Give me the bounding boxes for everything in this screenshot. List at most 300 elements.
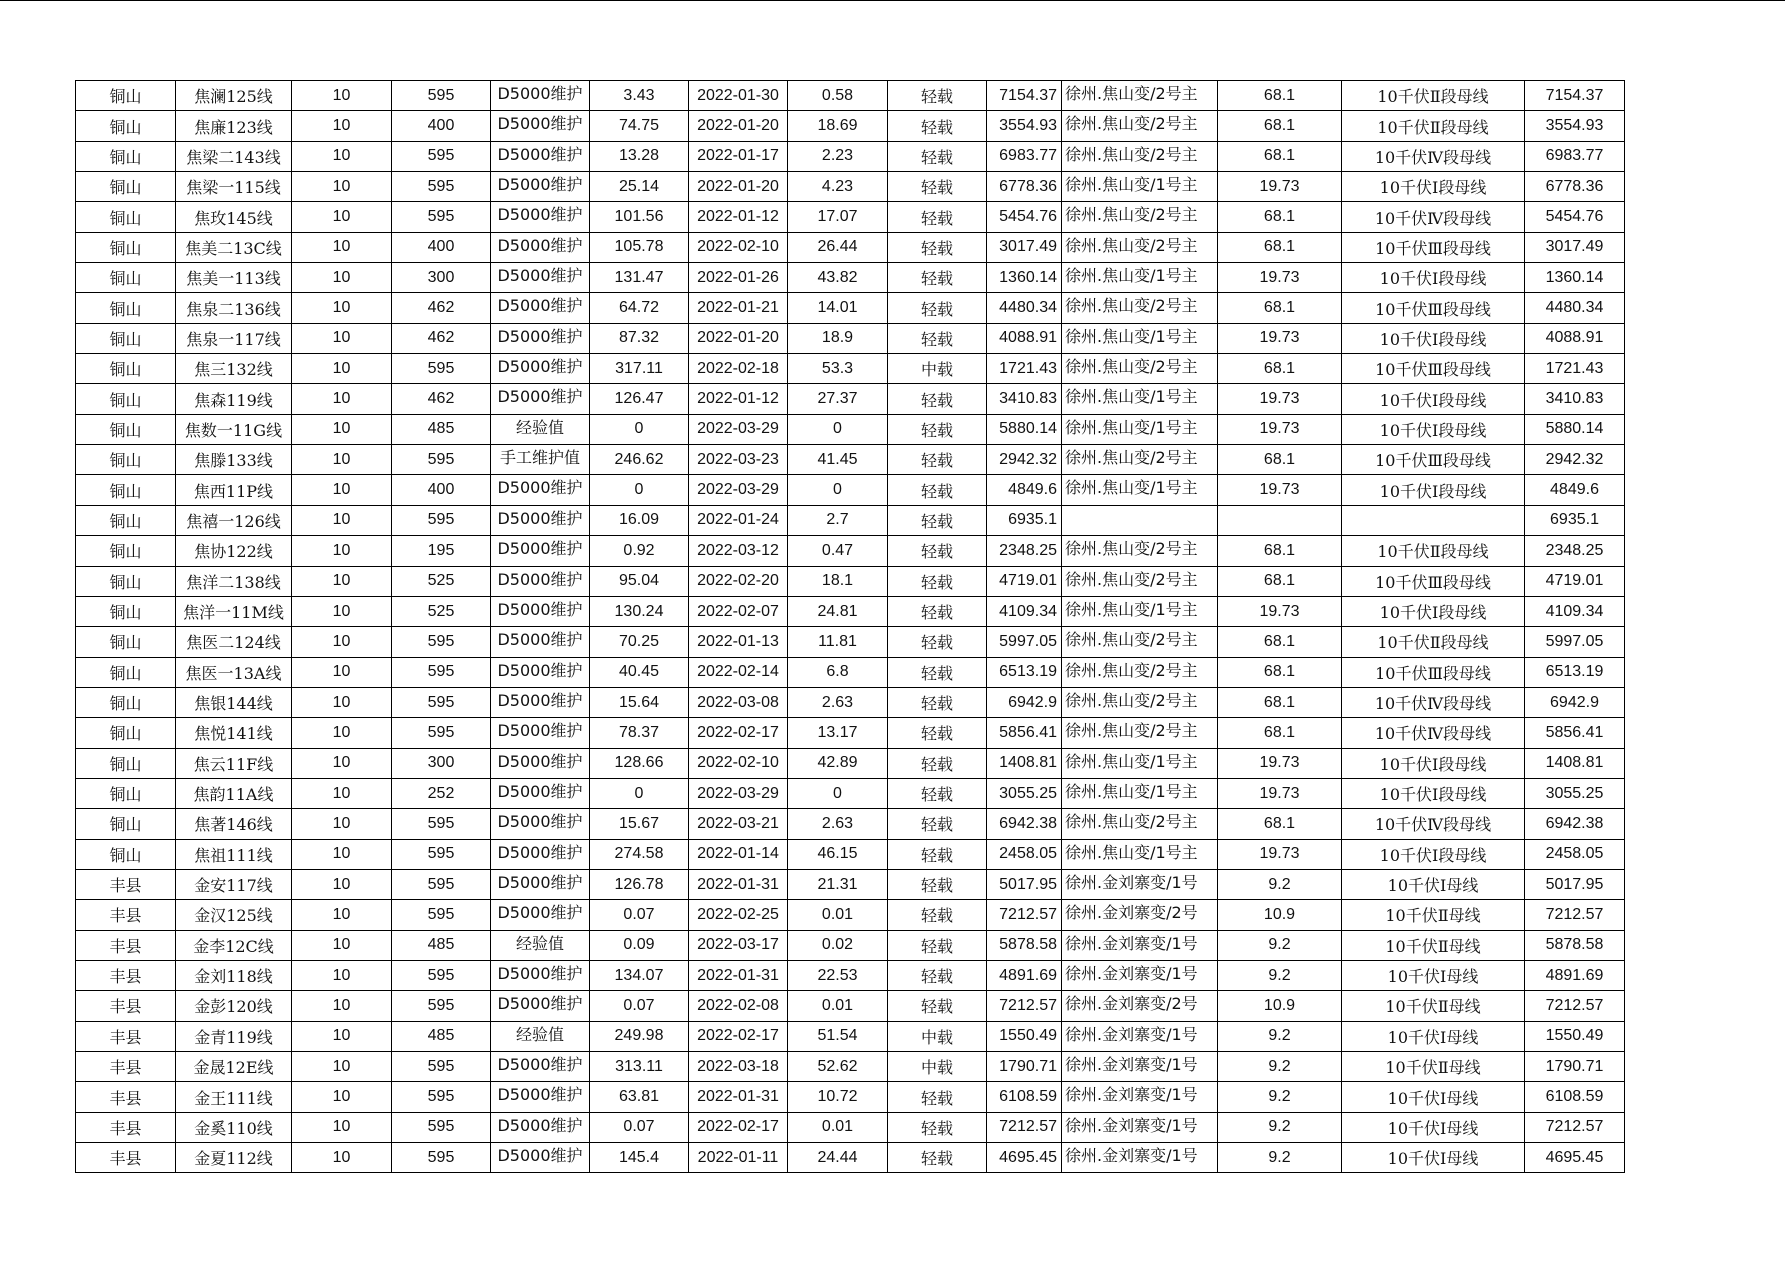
cell-remain2: 5454.76 [1525,202,1625,232]
cell-sub_capacity: 19.73 [1218,263,1342,293]
cell-source: D5000维护 [491,566,590,596]
cell-remain: 6942.38 [987,809,1062,839]
cell-sub_capacity: 19.73 [1218,384,1342,414]
cell-rate: 0.58 [788,81,888,111]
cell-capacity: 462 [392,323,491,353]
table-row [76,263,1625,293]
cell-capacity: 595 [392,627,491,657]
cell-remain: 6513.19 [987,657,1062,687]
cell-substation: 徐州.金刘寨变/1号 [1062,869,1218,899]
cell-load: 0.92 [590,536,689,566]
cell-remain: 6108.59 [987,1082,1062,1112]
cell-status: 轻载 [888,323,987,353]
cell-area: 铜山 [76,718,176,748]
cell-substation: 徐州.金刘寨变/1号 [1062,1112,1218,1142]
cell-date: 2022-01-31 [689,1082,788,1112]
cell-line: 焦滕133线 [176,445,292,475]
cell-remain: 4891.69 [987,960,1062,990]
cell-voltage: 10 [292,657,392,687]
cell-line: 焦梁一115线 [176,172,292,202]
cell-substation: 徐州.焦山变/2号主 [1062,354,1218,384]
cell-load: 313.11 [590,1052,689,1082]
cell-area: 丰县 [76,1052,176,1082]
cell-load: 0.07 [590,900,689,930]
cell-substation: 徐州.焦山变/1号主 [1062,596,1218,626]
cell-rate: 26.44 [788,232,888,262]
cell-substation: 徐州.焦山变/2号主 [1062,687,1218,717]
cell-remain: 2458.05 [987,839,1062,869]
cell-substation: 徐州.焦山变/1号主 [1062,172,1218,202]
cell-bus [1342,505,1525,535]
cell-date: 2022-03-29 [689,414,788,444]
cell-remain2: 5878.58 [1525,930,1625,960]
cell-capacity: 595 [392,445,491,475]
cell-bus: 10千伏Ⅰ段母线 [1342,596,1525,626]
cell-sub_capacity: 10.9 [1218,991,1342,1021]
cell-voltage: 10 [292,900,392,930]
cell-line: 金安117线 [176,869,292,899]
cell-voltage: 10 [292,1082,392,1112]
cell-source: D5000维护 [491,111,590,141]
cell-date: 2022-02-18 [689,354,788,384]
cell-substation: 徐州.焦山变/1号主 [1062,475,1218,505]
cell-rate: 0 [788,475,888,505]
cell-remain: 5878.58 [987,930,1062,960]
cell-load: 16.09 [590,505,689,535]
cell-capacity: 595 [392,1052,491,1082]
cell-area: 铜山 [76,809,176,839]
cell-status: 轻载 [888,869,987,899]
cell-area: 铜山 [76,232,176,262]
table-row [76,1052,1625,1082]
cell-status: 轻载 [888,1082,987,1112]
cell-date: 2022-02-07 [689,596,788,626]
cell-area: 丰县 [76,1021,176,1051]
cell-line: 焦美一113线 [176,263,292,293]
cell-source: D5000维护 [491,293,590,323]
cell-sub_capacity: 68.1 [1218,232,1342,262]
cell-sub_capacity: 68.1 [1218,809,1342,839]
cell-sub_capacity: 19.73 [1218,172,1342,202]
table-row [76,111,1625,141]
cell-capacity: 462 [392,293,491,323]
cell-source: D5000维护 [491,809,590,839]
cell-source: D5000维护 [491,172,590,202]
cell-bus: 10千伏Ⅳ段母线 [1342,202,1525,232]
table-row [76,900,1625,930]
cell-voltage: 10 [292,475,392,505]
cell-remain: 7212.57 [987,900,1062,930]
cell-substation: 徐州.焦山变/2号主 [1062,809,1218,839]
cell-remain2: 2348.25 [1525,536,1625,566]
cell-line: 焦玫145线 [176,202,292,232]
cell-remain2: 4109.34 [1525,596,1625,626]
cell-load: 0.07 [590,1112,689,1142]
cell-area: 丰县 [76,1143,176,1173]
cell-status: 轻载 [888,627,987,657]
cell-remain2: 6108.59 [1525,1082,1625,1112]
cell-area: 铜山 [76,323,176,353]
cell-remain2: 5017.95 [1525,869,1625,899]
cell-capacity: 595 [392,354,491,384]
cell-bus: 10千伏Ⅰ段母线 [1342,414,1525,444]
cell-source: D5000维护 [491,475,590,505]
table-row [76,232,1625,262]
cell-sub_capacity: 68.1 [1218,536,1342,566]
cell-rate: 14.01 [788,293,888,323]
cell-rate: 21.31 [788,869,888,899]
cell-load: 70.25 [590,627,689,657]
cell-bus: 10千伏Ⅲ段母线 [1342,445,1525,475]
cell-remain: 4849.6 [987,475,1062,505]
cell-capacity: 595 [392,1112,491,1142]
cell-voltage: 10 [292,323,392,353]
cell-line: 焦数一11G线 [176,414,292,444]
table-body [76,81,1625,1173]
cell-voltage: 10 [292,141,392,171]
table-row [76,869,1625,899]
table-row [76,687,1625,717]
cell-sub_capacity: 68.1 [1218,81,1342,111]
cell-line: 焦协122线 [176,536,292,566]
cell-sub_capacity: 19.73 [1218,414,1342,444]
cell-rate: 27.37 [788,384,888,414]
cell-substation: 徐州.金刘寨变/1号 [1062,1082,1218,1112]
cell-substation: 徐州.焦山变/2号主 [1062,293,1218,323]
table-row [76,1082,1625,1112]
cell-area: 丰县 [76,900,176,930]
cell-area: 铜山 [76,566,176,596]
table-row [76,839,1625,869]
table-row [76,1112,1625,1142]
cell-source: 经验值 [491,930,590,960]
cell-source: D5000维护 [491,869,590,899]
cell-bus: 10千伏Ⅰ母线 [1342,1112,1525,1142]
cell-voltage: 10 [292,536,392,566]
cell-rate: 24.81 [788,596,888,626]
cell-sub_capacity: 9.2 [1218,1143,1342,1173]
cell-load: 249.98 [590,1021,689,1051]
cell-capacity: 595 [392,81,491,111]
cell-bus: 10千伏Ⅰ母线 [1342,960,1525,990]
cell-area: 铜山 [76,505,176,535]
cell-status: 轻载 [888,536,987,566]
cell-rate: 0.01 [788,1112,888,1142]
cell-area: 铜山 [76,445,176,475]
cell-status: 轻载 [888,111,987,141]
cell-remain2: 4480.34 [1525,293,1625,323]
table-row [76,718,1625,748]
cell-remain: 5880.14 [987,414,1062,444]
cell-line: 焦医一13A线 [176,657,292,687]
cell-status: 轻载 [888,718,987,748]
table-row [76,1021,1625,1051]
cell-load: 131.47 [590,263,689,293]
cell-date: 2022-01-21 [689,293,788,323]
cell-voltage: 10 [292,293,392,323]
cell-line: 金汉125线 [176,900,292,930]
cell-line: 焦医二124线 [176,627,292,657]
cell-remain2: 5997.05 [1525,627,1625,657]
cell-capacity: 525 [392,566,491,596]
cell-status: 轻载 [888,748,987,778]
cell-substation: 徐州.金刘寨变/1号 [1062,1021,1218,1051]
cell-source: D5000维护 [491,748,590,778]
cell-load: 126.78 [590,869,689,899]
cell-remain: 4088.91 [987,323,1062,353]
cell-date: 2022-01-12 [689,202,788,232]
cell-source: D5000维护 [491,839,590,869]
cell-voltage: 10 [292,960,392,990]
cell-voltage: 10 [292,991,392,1021]
cell-sub_capacity [1218,505,1342,535]
cell-capacity: 595 [392,900,491,930]
cell-load: 145.4 [590,1143,689,1173]
cell-voltage: 10 [292,748,392,778]
cell-status: 轻载 [888,930,987,960]
cell-sub_capacity: 9.2 [1218,1021,1342,1051]
cell-remain: 4109.34 [987,596,1062,626]
cell-source: 经验值 [491,414,590,444]
cell-load: 87.32 [590,323,689,353]
cell-rate: 11.81 [788,627,888,657]
cell-capacity: 300 [392,263,491,293]
cell-load: 15.67 [590,809,689,839]
cell-substation: 徐州.金刘寨变/2号 [1062,900,1218,930]
cell-capacity: 595 [392,505,491,535]
cell-remain2: 4088.91 [1525,323,1625,353]
table-row [76,293,1625,323]
cell-voltage: 10 [292,354,392,384]
cell-status: 轻载 [888,81,987,111]
cell-date: 2022-01-30 [689,81,788,111]
cell-remain2: 4719.01 [1525,566,1625,596]
cell-sub_capacity: 68.1 [1218,718,1342,748]
cell-rate: 51.54 [788,1021,888,1051]
cell-rate: 0 [788,778,888,808]
cell-status: 轻载 [888,202,987,232]
cell-substation: 徐州.焦山变/2号主 [1062,536,1218,566]
cell-bus: 10千伏Ⅰ段母线 [1342,748,1525,778]
cell-remain2: 5880.14 [1525,414,1625,444]
cell-bus: 10千伏Ⅳ段母线 [1342,687,1525,717]
table-row [76,596,1625,626]
cell-status: 轻载 [888,809,987,839]
cell-remain: 6935.1 [987,505,1062,535]
cell-date: 2022-02-17 [689,718,788,748]
cell-substation: 徐州.焦山变/2号主 [1062,232,1218,262]
cell-remain2: 6942.9 [1525,687,1625,717]
cell-line: 金彭120线 [176,991,292,1021]
cell-area: 铜山 [76,627,176,657]
cell-bus: 10千伏Ⅳ段母线 [1342,718,1525,748]
cell-bus: 10千伏Ⅳ段母线 [1342,809,1525,839]
cell-area: 丰县 [76,991,176,1021]
cell-remain2: 3055.25 [1525,778,1625,808]
cell-area: 丰县 [76,1082,176,1112]
cell-sub_capacity: 68.1 [1218,445,1342,475]
cell-line: 焦三132线 [176,354,292,384]
cell-capacity: 595 [392,1082,491,1112]
cell-remain: 7212.57 [987,1112,1062,1142]
cell-load: 78.37 [590,718,689,748]
cell-area: 铜山 [76,141,176,171]
cell-date: 2022-03-29 [689,778,788,808]
cell-line: 金李12C线 [176,930,292,960]
cell-line: 金青119线 [176,1021,292,1051]
cell-date: 2022-01-17 [689,141,788,171]
cell-date: 2022-02-10 [689,232,788,262]
table-row [76,930,1625,960]
cell-line: 焦泉一117线 [176,323,292,353]
cell-source: D5000维护 [491,627,590,657]
cell-remain: 2348.25 [987,536,1062,566]
cell-voltage: 10 [292,414,392,444]
cell-source: D5000维护 [491,1082,590,1112]
cell-sub_capacity: 9.2 [1218,960,1342,990]
cell-area: 铜山 [76,596,176,626]
cell-bus: 10千伏Ⅰ段母线 [1342,778,1525,808]
cell-rate: 0.01 [788,900,888,930]
cell-status: 轻载 [888,293,987,323]
cell-remain: 1360.14 [987,263,1062,293]
cell-status: 轻载 [888,1112,987,1142]
table-row [76,809,1625,839]
cell-load: 0.09 [590,930,689,960]
cell-bus: 10千伏Ⅰ段母线 [1342,323,1525,353]
cell-sub_capacity: 9.2 [1218,869,1342,899]
cell-rate: 2.63 [788,687,888,717]
cell-remain: 5454.76 [987,202,1062,232]
cell-source: D5000维护 [491,141,590,171]
cell-substation: 徐州.焦山变/1号主 [1062,748,1218,778]
table-row [76,536,1625,566]
cell-date: 2022-02-17 [689,1021,788,1051]
cell-voltage: 10 [292,111,392,141]
cell-line: 焦著146线 [176,809,292,839]
cell-load: 0 [590,414,689,444]
cell-date: 2022-03-17 [689,930,788,960]
cell-load: 74.75 [590,111,689,141]
cell-date: 2022-01-26 [689,263,788,293]
cell-source: 手工维护值 [491,445,590,475]
cell-area: 铜山 [76,687,176,717]
cell-voltage: 10 [292,81,392,111]
cell-remain: 7154.37 [987,81,1062,111]
cell-area: 铜山 [76,778,176,808]
cell-remain2: 7212.57 [1525,900,1625,930]
cell-date: 2022-02-10 [689,748,788,778]
cell-rate: 18.1 [788,566,888,596]
cell-load: 25.14 [590,172,689,202]
cell-remain2: 4849.6 [1525,475,1625,505]
cell-load: 3.43 [590,81,689,111]
cell-substation: 徐州.焦山变/1号主 [1062,323,1218,353]
cell-rate: 18.9 [788,323,888,353]
cell-sub_capacity: 68.1 [1218,687,1342,717]
cell-bus: 10千伏Ⅱ段母线 [1342,627,1525,657]
table-row [76,505,1625,535]
cell-capacity: 525 [392,596,491,626]
cell-area: 铜山 [76,354,176,384]
cell-load: 126.47 [590,384,689,414]
cell-substation: 徐州.金刘寨变/1号 [1062,930,1218,960]
cell-load: 128.66 [590,748,689,778]
cell-load: 0.07 [590,991,689,1021]
cell-area: 铜山 [76,657,176,687]
table-row [76,202,1625,232]
cell-status: 轻载 [888,687,987,717]
cell-bus: 10千伏Ⅰ段母线 [1342,263,1525,293]
cell-load: 317.11 [590,354,689,384]
cell-capacity: 462 [392,384,491,414]
cell-remain2: 4891.69 [1525,960,1625,990]
cell-line: 金王111线 [176,1082,292,1112]
cell-date: 2022-03-21 [689,809,788,839]
cell-status: 轻载 [888,778,987,808]
cell-area: 铜山 [76,81,176,111]
cell-remain2: 6935.1 [1525,505,1625,535]
cell-area: 丰县 [76,1112,176,1142]
cell-status: 轻载 [888,232,987,262]
cell-source: D5000维护 [491,596,590,626]
cell-substation: 徐州.焦山变/2号主 [1062,627,1218,657]
cell-date: 2022-03-08 [689,687,788,717]
cell-bus: 10千伏Ⅳ段母线 [1342,141,1525,171]
cell-substation: 徐州.焦山变/2号主 [1062,202,1218,232]
cell-capacity: 595 [392,141,491,171]
cell-remain: 5856.41 [987,718,1062,748]
cell-area: 铜山 [76,172,176,202]
cell-voltage: 10 [292,809,392,839]
cell-rate: 0.01 [788,991,888,1021]
cell-area: 铜山 [76,293,176,323]
cell-source: D5000维护 [491,991,590,1021]
cell-source: D5000维护 [491,232,590,262]
cell-voltage: 10 [292,1021,392,1051]
cell-rate: 43.82 [788,263,888,293]
cell-bus: 10千伏Ⅲ段母线 [1342,232,1525,262]
cell-status: 轻载 [888,445,987,475]
cell-status: 轻载 [888,596,987,626]
cell-load: 101.56 [590,202,689,232]
cell-bus: 10千伏Ⅰ母线 [1342,1021,1525,1051]
cell-status: 轻载 [888,960,987,990]
cell-status: 轻载 [888,414,987,444]
cell-voltage: 10 [292,1052,392,1082]
table-row [76,991,1625,1021]
cell-bus: 10千伏Ⅲ段母线 [1342,293,1525,323]
cell-remain: 3554.93 [987,111,1062,141]
cell-capacity: 195 [392,536,491,566]
cell-load: 64.72 [590,293,689,323]
cell-source: 经验值 [491,1021,590,1051]
cell-status: 轻载 [888,505,987,535]
cell-remain2: 2942.32 [1525,445,1625,475]
table-row [76,172,1625,202]
cell-date: 2022-01-14 [689,839,788,869]
cell-load: 274.58 [590,839,689,869]
cell-capacity: 595 [392,960,491,990]
cell-capacity: 400 [392,111,491,141]
cell-area: 铜山 [76,263,176,293]
cell-remain: 3410.83 [987,384,1062,414]
cell-sub_capacity: 19.73 [1218,748,1342,778]
cell-substation [1062,505,1218,535]
cell-date: 2022-03-23 [689,445,788,475]
cell-remain: 5997.05 [987,627,1062,657]
table-row [76,566,1625,596]
